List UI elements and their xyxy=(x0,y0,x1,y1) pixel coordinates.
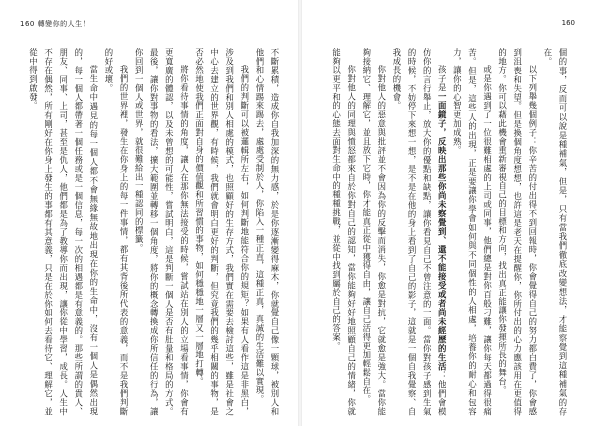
paragraph-text: 將你看待事情的角度，讓人在那你無法接受的時候，嘗試站在別人的立場看事情，你會有更寬廣的體認，以及未曾想的可能性，嘗試明白，這是判斷一個人是否有肚量和格局的方式。最後，讓你對事物的看法，擴大範圍並轉移一個角度，將你的概念轉換成你所信任的行為，讓你回到一個人或世界，就很難給出一種認同的標籤。 xyxy=(134,48,190,416)
left-page-paragraph xyxy=(252,48,282,416)
left-page-paragraph xyxy=(25,48,100,416)
paragraph-text: ：他們會模仿你的言行舉止，放大你的優點和缺點，讓你看見自己不曾注意的一面。當你對孩子感到生氣的時候，不妨停下來想一想，是不是在他的身上看到了自己的影子，這就是一個自我覺察、自我成長的機會。 xyxy=(391,48,448,417)
left-page-paragraph xyxy=(101,48,131,416)
paragraph-text: 我們的世界裡，發生在你身上的每一件事情，都有其背後所代表的意義，而不是我們判斷的好或壞。 xyxy=(103,48,130,416)
right-page-paragraph xyxy=(389,48,449,416)
paragraph-text: 以下列舉幾個例子：你辛苦的付出得不到回報時，你會覺得自己的努力都白費了，你會感到沮喪和失望。但是換個角度想想，也許這是老天在提醒你，你所付出的心力應該用在更值得的地方。你可以藉此機會重新審視自己的目標和方向，找出真正能讓你發揮所長的舞台。 xyxy=(497,48,538,416)
right-page-paragraph xyxy=(540,48,570,416)
right-page-folio: 160 xyxy=(561,19,575,27)
paragraph-text: 你對他人的同理與憤怒都來自於你對自己的認知，當你能夠好好地照顧自己的情緒，你就能夠以更平和的心態去面對生命中的種種挑戰，並從中找到屬於自己的答案。 xyxy=(331,48,357,416)
paragraph-text: 個的事，反而可以說是種補氣，但是，只有當我們徹底改變想法，才能察覺到這種補氣的存在。 xyxy=(542,48,568,416)
left-page-body xyxy=(30,48,282,416)
right-page-body xyxy=(316,48,570,416)
paragraph-text: 不斷累積，造成你自我加深的無力感，於是你逐漸變得麻木，你就覺自己像一顆球，被別人和他們和心情踢來踢去，處處受制於人，你陷入一種正直，這種正真，真誠的生活難以實現。 xyxy=(254,48,280,416)
right-page-paragraph xyxy=(359,48,389,416)
right-page-paragraph xyxy=(449,48,494,416)
right-page-paragraph xyxy=(329,48,359,416)
left-page-paragraph xyxy=(191,48,251,416)
paragraph-text: 我們的判斷可以被邏輯所左右，如何判斷地能符合你的規矩？如果有人看作這是非黑白，涉及到我們和別人相處的模式，也照顧好的生存方式，我們實在需要去檢討這些，雖是社會之中心去建立的世界觀，有時候，我們就會明白更好的判斷，但究竟我們的幾乎相關的事物，是否必然地使我們正面對自身的價值觀和所習慣的事物，如何穩穩地一層又一層地打轉。 xyxy=(194,48,250,416)
page-gutter xyxy=(298,0,302,426)
right-page-paragraph xyxy=(495,48,540,416)
paragraph-text: 你對他人的惡意與批評並不會因為你的反擊而消失，你愈是對抗，它就愈是強大。當你能夠接納它、理解它，並且放下它時，你才能真正從中獲得自由，讓自己活得更加輕鬆自在。 xyxy=(361,48,387,416)
paragraph-text: 當生命中遇見的每一個人都不會無緣無故地出現在你的生命中，沒有一個人是偶然出現的，每一個人都帶著一個任務或是一個信息，每一次的相遇都是有意義的。那些所謂的貴人、朋友、同事、上司，甚至是仇人，他們都是為了教導你而出現，讓你從中學習，成長。人生中不存在偶然，所有剛好在你身上發生的事都有其意義，只是在於你如何去看待它、理解它，並從中得到啟發。 xyxy=(28,48,99,416)
emphasized-text: 一面鏡子，反映出那些你尚未察覺到、還不能接受或者尚未經歷的生活 xyxy=(437,91,448,372)
paragraph-text: 或是你遇到了一位很難相處的上司或同事，他們總是對你百般刁難，讓你每天都過得很痛苦。但是，這些人的出現，正是要讓你學會如何與不同個性的人相處，培養你的耐心和包容力，讓你的心智更加成熟。 xyxy=(452,48,493,416)
left-page-folio: 160 轉變你的人生！ xyxy=(20,20,91,28)
paragraph-text: 孩子是 xyxy=(437,64,448,92)
left-page-paragraph xyxy=(131,48,191,416)
